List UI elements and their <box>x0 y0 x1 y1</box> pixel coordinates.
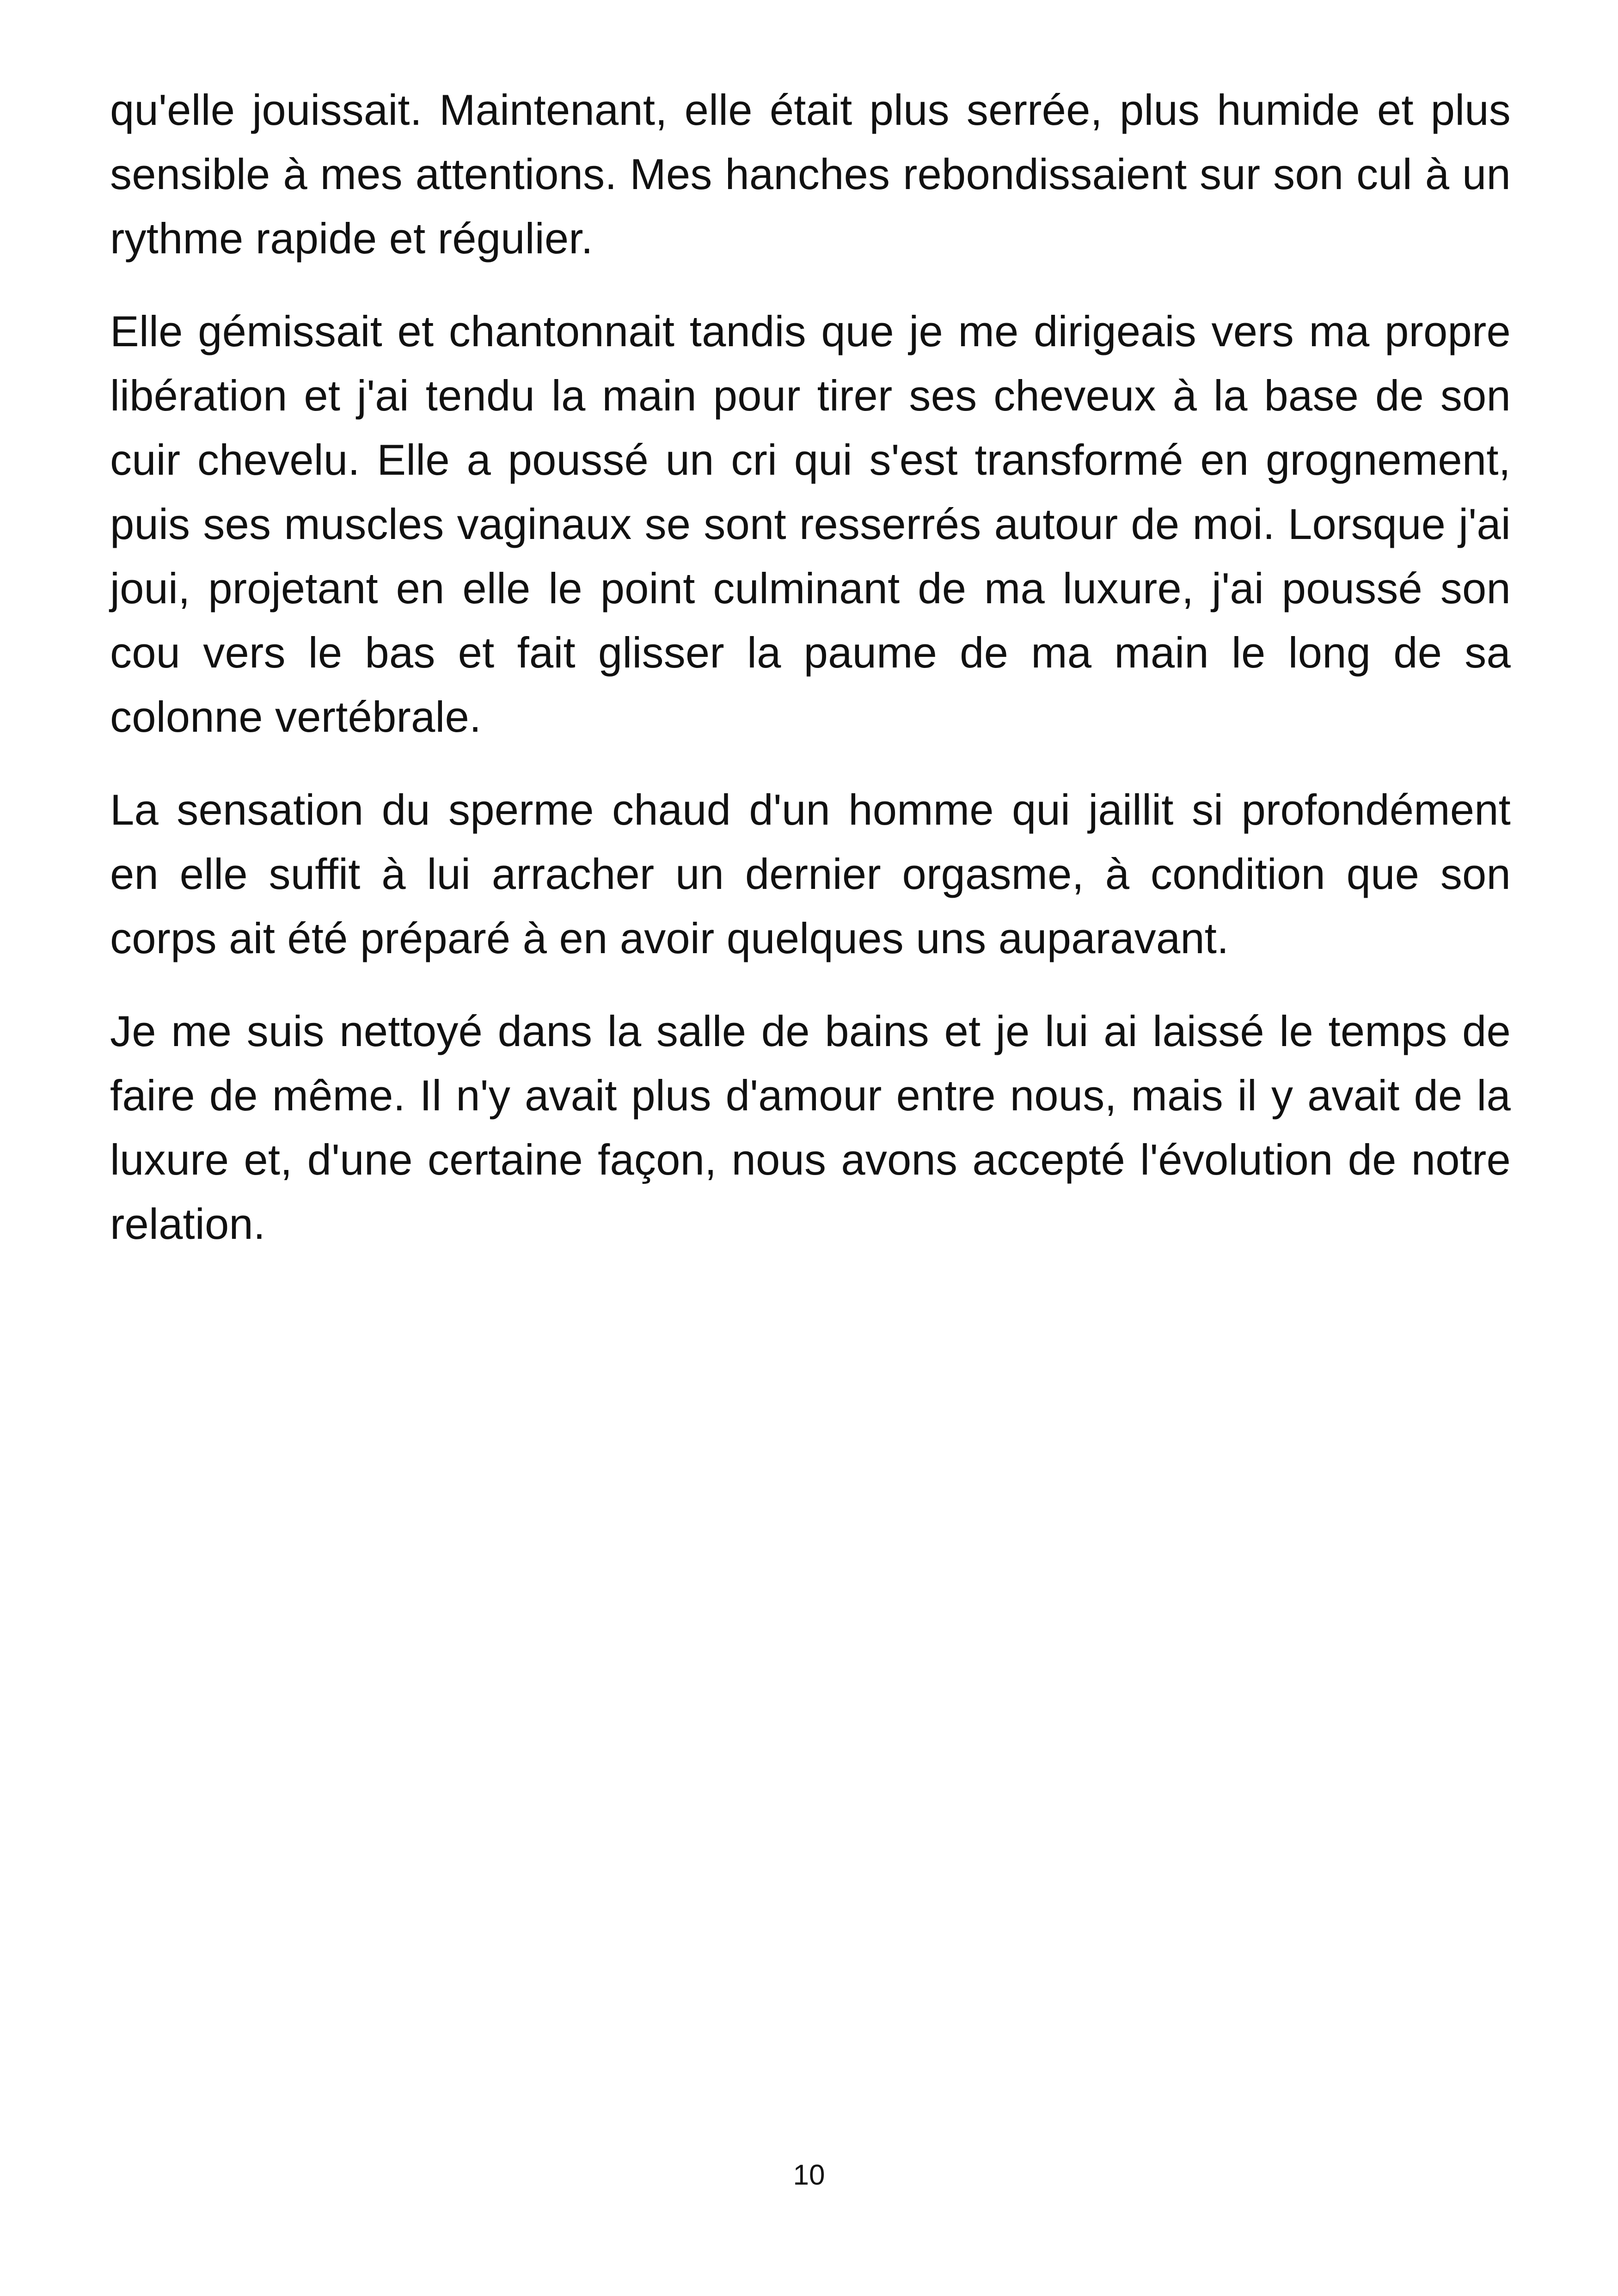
body-text <box>110 78 1511 1285</box>
paragraph-1: qu'elle jouissait. Maintenant, elle était plus serrée, plus humide et plus sensible à mes attentions. Mes hanches rebondissaient sur son cul à un rythme rapide et régulier. <box>110 86 1511 263</box>
paragraph-4: Je me suis nettoyé dans la salle de bains et je lui ai laissé le temps de faire de même. Il n'y avait plus d'amour entre nous, mais il y avait de la luxure et, d'une certaine façon, nous avons accepté l'évolution de notre relation. <box>110 1007 1511 1248</box>
paragraph-3: La sensation du sperme chaud d'un homme qui jaillit si profondément en elle suffit à lui arracher un dernier orgasme, à condition que son corps ait été préparé à en avoir quelques uns auparavant. <box>110 785 1511 962</box>
page-number: 10 <box>793 2159 825 2191</box>
paragraph-2: Elle gémissait et chantonnait tandis que je me dirigeais vers ma propre libération et j'ai tendu la main pour tirer ses cheveux à la base de son cuir chevelu. Elle a poussé un cri qui s'est transformé en grognement, puis ses muscles vaginaux se sont resserrés autour de moi. Lorsque j'ai joui, projetant en elle le point culminant de ma luxure, j'ai poussé son cou vers le bas et fait glisser la paume de ma main le long de sa colonne vertébrale. <box>110 307 1511 741</box>
